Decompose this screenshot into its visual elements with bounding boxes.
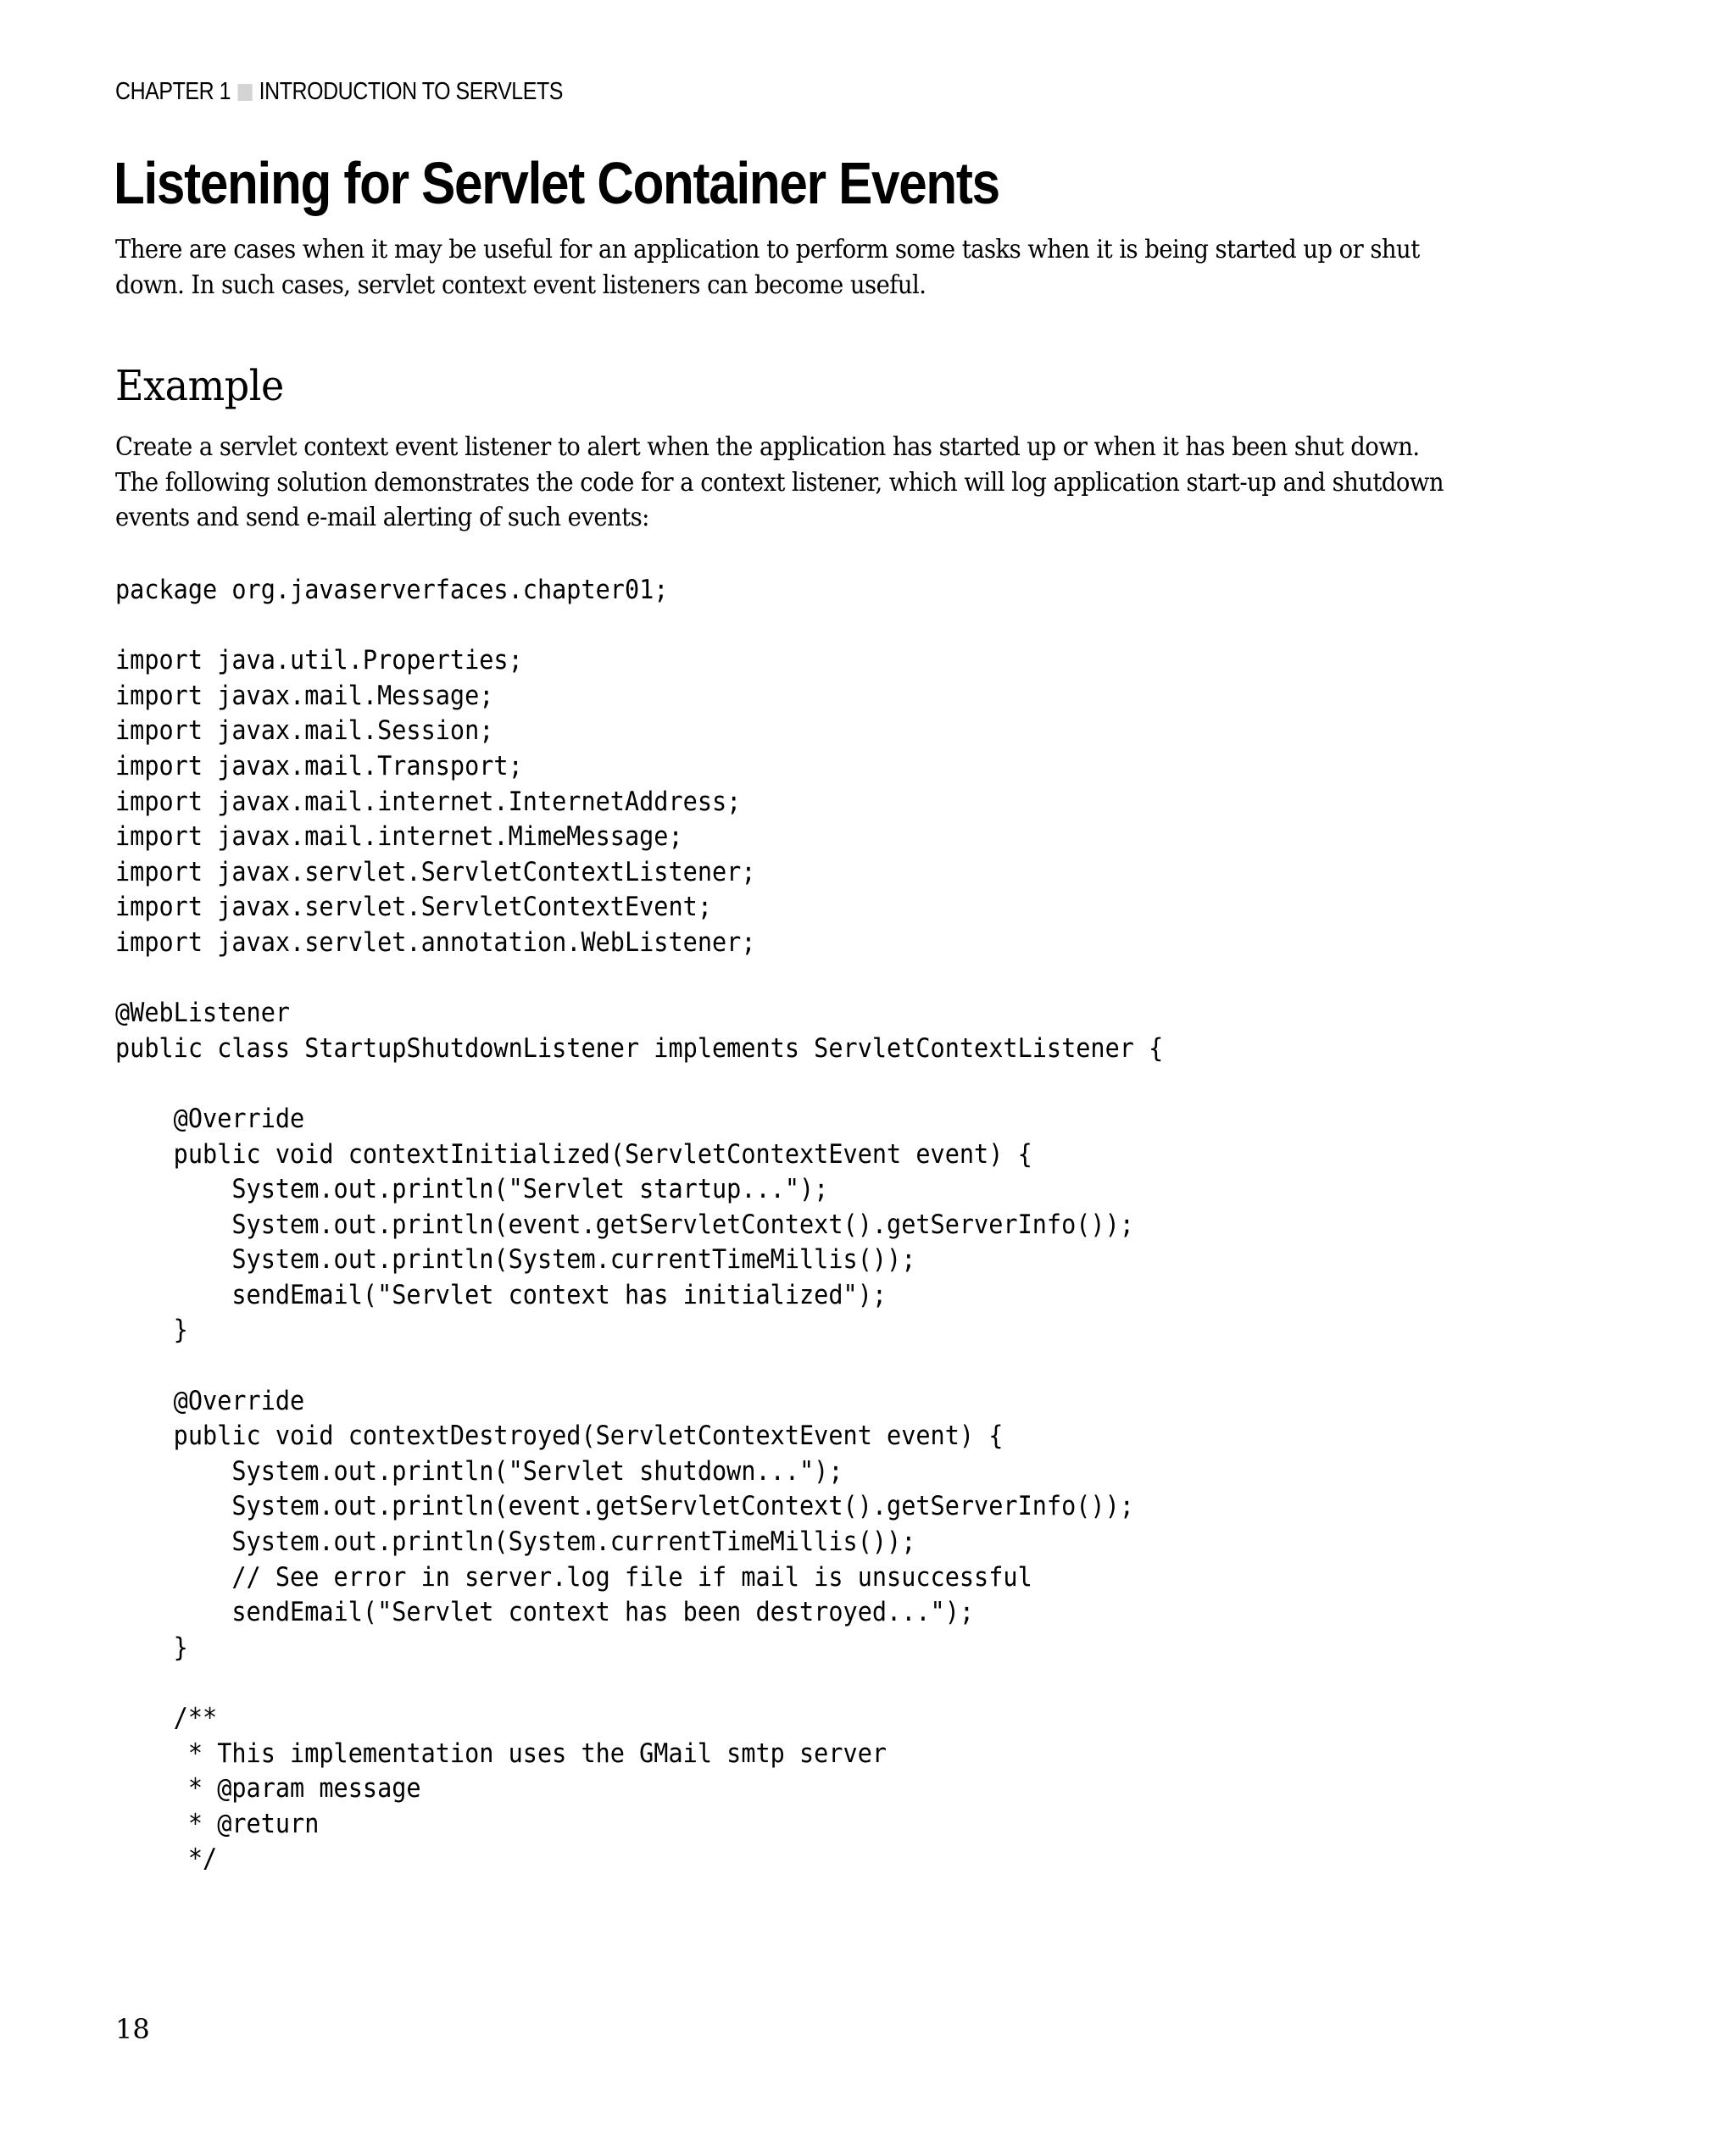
code-line: System.out.println(System.currentTimeMillis());: [115, 1244, 916, 1276]
section-title: Listening for Servlet Container Events: [114, 150, 999, 216]
code-line: System.out.println("Servlet shutdown...");: [115, 1455, 843, 1487]
code-line: sendEmail("Servlet context has been destroyed...");: [115, 1597, 975, 1628]
code-line: import javax.mail.Transport;: [115, 750, 523, 781]
code-line: System.out.println(event.getServletContext().getServerInfo());: [115, 1491, 1134, 1522]
code-line: @Override: [115, 1385, 305, 1416]
code-line: import javax.mail.Session;: [115, 715, 494, 747]
code-line: [115, 609, 1163, 644]
code-line: import javax.mail.internet.MimeMessage;: [115, 821, 683, 853]
code-line: @WebListener: [115, 998, 291, 1029]
code-line: package org.javaserverfaces.chapter01;: [115, 575, 669, 605]
code-line: @Override: [115, 1103, 305, 1134]
example-line: events and send e-mail alerting of such events:: [115, 503, 649, 532]
example-line: Create a servlet context event listener to alert when the application has started up or when it has been shut down.: [115, 432, 1420, 462]
code-listing: [115, 573, 1163, 1877]
code-line: /**: [115, 1703, 218, 1733]
code-line: import javax.mail.internet.InternetAddress;: [115, 786, 742, 817]
running-head-chapter: CHAPTER 1: [115, 78, 231, 105]
code-line: // See error in server.log file if mail is unsuccessful: [115, 1561, 1032, 1593]
example-line: The following solution demonstrates the code for a context listener, which will log application start-up and shutdown: [115, 467, 1444, 498]
running-head-separator-square: [238, 84, 253, 101]
code-line: [115, 1349, 1163, 1384]
intro-paragraph: [115, 232, 1420, 303]
code-line: public void contextInitialized(ServletContextEvent event) {: [115, 1138, 1032, 1170]
code-line: */: [115, 1843, 218, 1875]
code-line: System.out.println("Servlet startup...");: [115, 1174, 829, 1205]
code-line: }: [115, 1632, 188, 1663]
example-heading: Example: [115, 361, 284, 410]
code-line: System.out.println(System.currentTimeMillis());: [115, 1527, 916, 1558]
example-paragraph: [115, 430, 1444, 536]
page-number: 18: [115, 2013, 150, 2045]
running-head-title: INTRODUCTION TO SERVLETS: [259, 78, 563, 105]
code-line: import javax.servlet.annotation.WebListener;: [115, 926, 756, 958]
code-line: public void contextDestroyed(ServletContextEvent event) {: [115, 1421, 1004, 1452]
code-line: * This implementation uses the GMail smtp server: [115, 1738, 887, 1769]
code-line: import javax.servlet.ServletContextEvent;: [115, 892, 713, 923]
code-line: * @return: [115, 1808, 320, 1839]
code-line: [115, 1066, 1163, 1102]
code-line: import javax.servlet.ServletContextListener;: [115, 856, 756, 887]
intro-line: There are cases when it may be useful for an application to perform some tasks when it is being started up or shut: [115, 235, 1420, 264]
code-line: public class StartupShutdownListener implements ServletContextListener {: [115, 1032, 1164, 1064]
code-line: import javax.mail.Message;: [115, 680, 494, 711]
code-line: [115, 1666, 1163, 1701]
code-line: sendEmail("Servlet context has initialized");: [115, 1279, 887, 1310]
code-line: }: [115, 1315, 188, 1346]
code-line: [115, 961, 1163, 997]
code-line: * @param message: [115, 1773, 421, 1805]
code-line: import java.util.Properties;: [115, 645, 523, 676]
running-head: [115, 78, 563, 106]
intro-line: down. In such cases, servlet context event listeners can become useful.: [115, 270, 926, 300]
code-line: System.out.println(event.getServletContext().getServerInfo());: [115, 1209, 1134, 1240]
